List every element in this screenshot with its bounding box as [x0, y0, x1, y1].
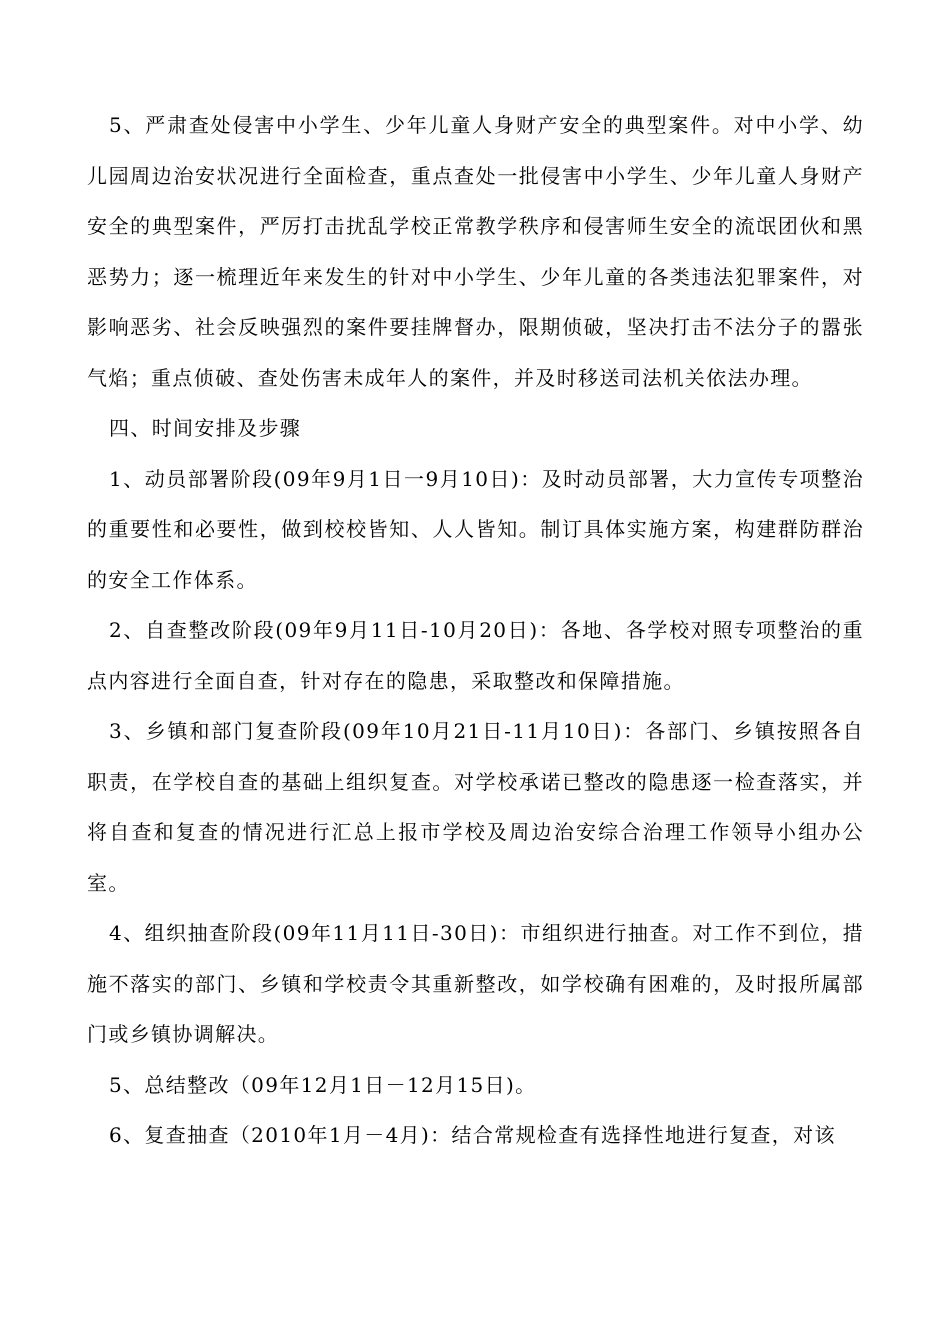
paragraph-step-6-recheck: 6、复查抽查（2010年1月－4月)：结合常规检查有选择性地进行复查，对该 — [109, 1123, 836, 1147]
paragraph-step-2-self-inspection: 2、自查整改阶段(09年9月11日-10月20日)：各地、各学校对照专项整治的重点内容进行全面自查，针对存在的隐患，采取整改和保障措施。 — [87, 618, 864, 693]
paragraph-item-5-case-crackdown: 5、严肃查处侵害中小学生、少年儿童人身财产安全的典型案件。对中小学、幼儿园周边治安状况进行全面检查，重点查处一批侵害中小学生、少年儿童人身财产安全的典型案件，严厉打击扰乱学校正常教学秩序和侵害师生安全的流氓团伙和黑恶势力；逐一梳理近年来发生的针对中小学生、少年儿童的各类违法犯罪案件，对影响恶劣、社会反映强烈的案件要挂牌督办，限期侦破，坚决打击不法分子的嚣张气焰；重点侦破、查处伤害未成年人的案件，并及时移送司法机关依法办理。 — [87, 113, 864, 390]
paragraph-step-3-review: 3、乡镇和部门复查阶段(09年10月21日-11月10日)：各部门、乡镇按照各自职责，在学校自查的基础上组织复查。对学校承诺已整改的隐患逐一检查落实，并将自查和复查的情况进行汇总上报市学校及周边治安综合治理工作领导小组办公室。 — [87, 719, 864, 895]
section-heading-schedule: 四、时间安排及步骤 — [109, 416, 302, 440]
paragraph-step-5-summary: 5、总结整改（09年12月1日－12月15日)。 — [109, 1072, 537, 1097]
paragraph-step-1-mobilization: 1、动员部署阶段(09年9月1日一9月10日)：及时动员部署，大力宣传专项整治的重要性和必要性，做到校校皆知、人人皆知。制订具体实施方案，构建群防群治的安全工作体系。 — [87, 466, 864, 592]
paragraph-step-4-spot-check: 4、组织抽查阶段(09年11月11日-30日)：市组织进行抽查。对工作不到位，措施不落实的部门、乡镇和学校责令其重新整改，如学校确有困难的，及时报所属部门或乡镇协调解决。 — [87, 921, 864, 1046]
